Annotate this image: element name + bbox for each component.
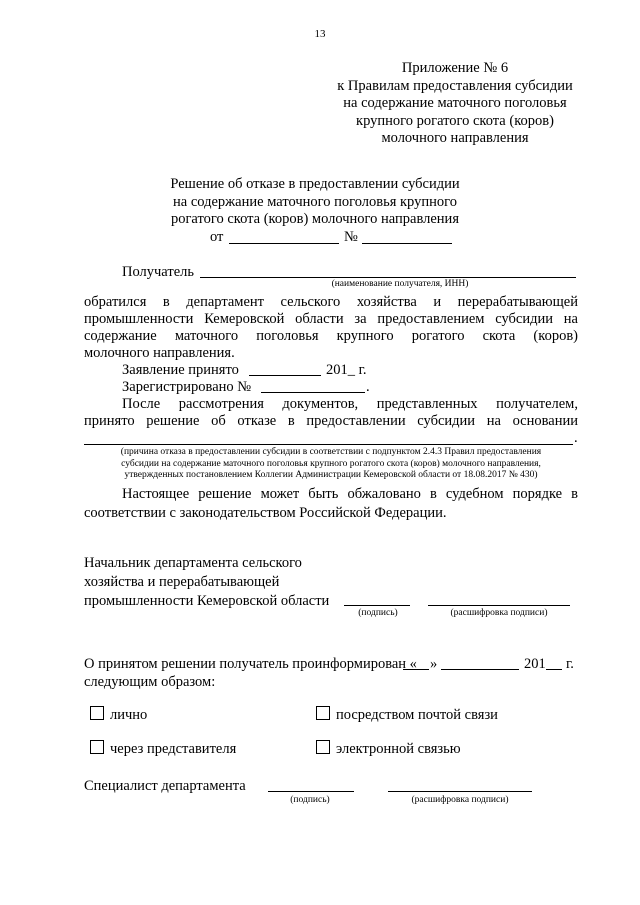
head-decoding-field[interactable]	[428, 605, 570, 606]
number-field[interactable]	[362, 243, 452, 244]
head-title	[84, 554, 329, 611]
date-field[interactable]	[229, 243, 339, 244]
option-post-label: посредством почтой связи	[336, 707, 498, 723]
checkbox-representative[interactable]	[90, 740, 104, 754]
appeal-paragraph	[84, 485, 578, 523]
title-line: рогатого скота (коров) молочного направления	[170, 211, 459, 227]
number-label: №	[344, 229, 358, 245]
option-personal[interactable]	[90, 706, 147, 724]
paragraph-line: молочного направления.	[84, 345, 235, 361]
appendix-line: молочного направления	[381, 130, 529, 146]
specialist-decoding-field[interactable]	[388, 791, 532, 792]
decision-paragraph	[84, 396, 578, 430]
paragraph-line: После рассмотрения документов, представленных получателем,	[122, 396, 578, 412]
accepted-date-field[interactable]	[249, 375, 321, 376]
option-representative-label: через представителя	[110, 741, 237, 757]
recipient-field[interactable]	[200, 277, 576, 278]
reason-field[interactable]	[84, 444, 573, 445]
specialist-label: Специалист департамента	[84, 778, 246, 794]
notification-year: 201	[524, 656, 546, 672]
notification-month-field[interactable]	[441, 669, 519, 670]
appendix-line: крупного рогатого скота (коров)	[356, 112, 554, 129]
paragraph-line: Настоящее решение может быть обжаловано в судебном порядке в	[122, 486, 578, 502]
appendix-line: на содержание маточного поголовья	[343, 95, 567, 111]
appendix-header	[310, 60, 600, 148]
checkbox-post[interactable]	[316, 706, 330, 720]
notification-end: г.	[566, 656, 574, 672]
head-title-line: промышленности Кемеровской области	[84, 593, 330, 609]
checkbox-personal[interactable]	[90, 706, 104, 720]
option-electronic[interactable]	[316, 740, 461, 758]
option-electronic-label: электронной связью	[336, 741, 461, 757]
checkbox-electronic[interactable]	[316, 740, 330, 754]
specialist-signature-field[interactable]	[268, 791, 354, 792]
date-label: от	[210, 229, 224, 245]
specialist-decoding-caption: (расшифровка подписи)	[411, 795, 509, 805]
paragraph-line: содержание маточного поголовья крупного рогатого скота (коров)	[84, 328, 578, 344]
reason-caption	[76, 447, 586, 482]
appendix-line: к Правилам предоставления субсидии	[337, 77, 573, 94]
caption-line: утвержденных постановлением Коллегии Администрации Кемеровской области от 18.08.2017 № 430)	[124, 470, 538, 480]
option-representative[interactable]	[90, 740, 236, 758]
head-decoding-caption: (расшифровка подписи)	[450, 608, 548, 618]
paragraph-line: обратился в департамент сельского хозяйства и перерабатывающей	[84, 294, 578, 310]
recipient-caption: (наименование получателя, ИНН)	[331, 279, 469, 289]
registered-number-field[interactable]	[261, 392, 365, 393]
accepted-year: 201_ г.	[326, 362, 367, 378]
registered-label: Зарегистрировано №	[122, 379, 252, 395]
document-title	[150, 176, 480, 229]
head-signature-field[interactable]	[344, 605, 410, 606]
notification-method-label: следующим образом:	[84, 674, 216, 690]
accepted-label: Заявление принято	[122, 362, 239, 378]
notification-quote: »	[430, 656, 438, 672]
title-line: на содержание маточного поголовья крупного	[173, 193, 457, 210]
caption-line: субсидии на содержание маточного поголовья крупного рогатого скота (коров) молочного направления,	[121, 458, 541, 469]
page-number: 13	[314, 28, 326, 40]
request-paragraph	[84, 294, 578, 362]
head-title-line: хозяйства и перерабатывающей	[84, 574, 280, 590]
appendix-line: Приложение № 6	[401, 60, 509, 76]
notification-year-field[interactable]	[546, 669, 562, 670]
notification-day-field[interactable]	[403, 669, 429, 670]
option-personal-label: лично	[110, 707, 148, 723]
registered-end: .	[366, 379, 370, 395]
paragraph-line: соответствии с законодательством Российской Федерации.	[84, 505, 447, 521]
paragraph-line: промышленности Кемеровской области за предоставлением субсидии на	[84, 311, 578, 327]
notification-start: О принятом решении получатель проинформирован «	[84, 656, 417, 672]
option-post[interactable]	[316, 706, 498, 724]
recipient-label: Получатель	[122, 264, 194, 280]
head-title-line: Начальник департамента сельского	[84, 555, 302, 571]
head-signature-caption: (подпись)	[358, 608, 398, 618]
caption-line: (причина отказа в предоставлении субсидии в соответствии с подпунктом 2.4.3 Правил предоставления	[120, 447, 542, 457]
reason-end-dot: .	[574, 430, 578, 446]
specialist-signature-caption: (подпись)	[290, 795, 330, 805]
paragraph-line: принято решение об отказе в предоставлении субсидии на основании	[84, 413, 578, 429]
title-line: Решение об отказе в предоставлении субсидии	[170, 176, 460, 192]
